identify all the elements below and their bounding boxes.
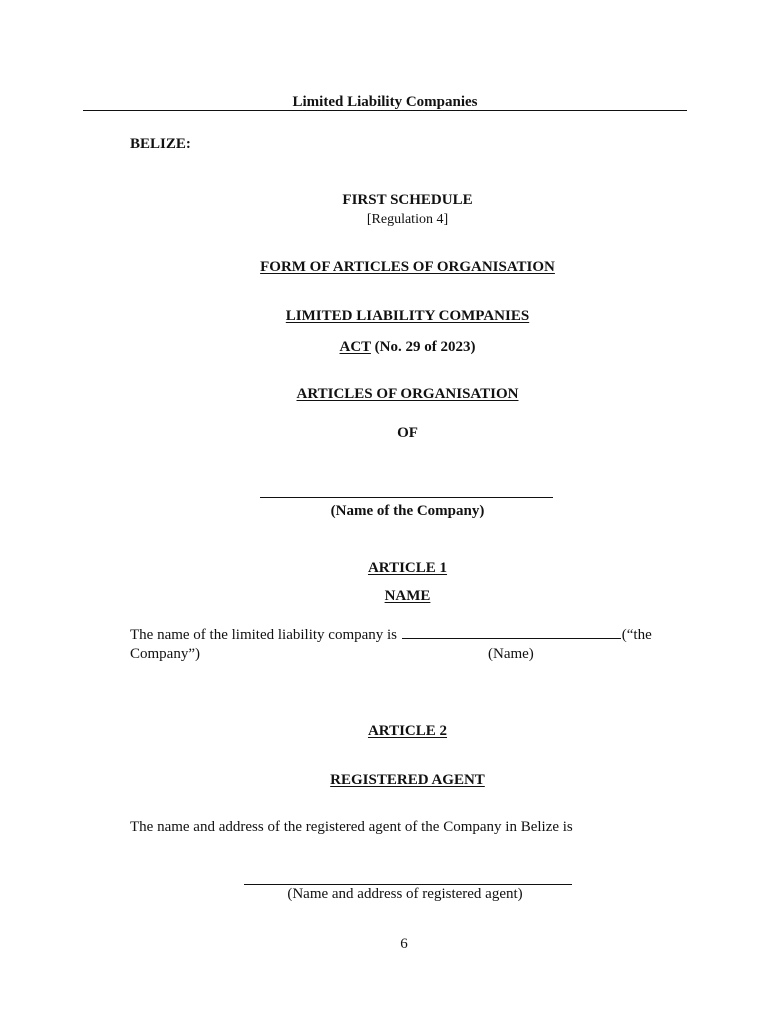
schedule-title: FIRST SCHEDULE	[342, 192, 473, 208]
running-header: Limited Liability Companies	[292, 94, 478, 110]
act-name-number: (No. 29 of 2023)	[370, 339, 476, 355]
header-rule	[83, 110, 687, 111]
name-blank-caption: (Name)	[488, 646, 534, 662]
company-name-caption: (Name of the Company)	[330, 503, 485, 519]
article2-clause: The name and address of the registered agent of the Company in Belize is	[130, 819, 573, 835]
article2-heading: ARTICLE 2	[367, 723, 448, 739]
agent-blank-line	[244, 884, 572, 885]
agent-blank-caption: (Name and address of registered agent)	[287, 886, 523, 902]
act-name-line1: LIMITED LIABILITY COMPANIES	[285, 308, 530, 324]
article1-heading: ARTICLE 1	[367, 560, 448, 576]
regulation-reference: [Regulation 4]	[366, 212, 449, 227]
company-name-blank-line	[260, 497, 553, 498]
article1-clause-text: The name of the limited liability company is	[130, 627, 401, 643]
article1-clause-line1	[130, 625, 652, 644]
article2-subheading: REGISTERED AGENT	[330, 772, 485, 788]
article1-clause-line2: Company”)	[130, 646, 200, 662]
company-name-blank	[402, 625, 621, 639]
articles-title: ARTICLES OF ORGANISATION	[296, 386, 519, 402]
article1-subheading: NAME	[384, 588, 431, 604]
article1-clause-quote: (“the	[621, 627, 652, 643]
of-word: OF	[397, 425, 418, 441]
page-number: 6	[400, 936, 408, 952]
act-name-act: ACT	[339, 339, 371, 355]
jurisdiction-label: BELIZE:	[130, 136, 191, 152]
act-name-line2	[0, 339, 770, 356]
form-title: FORM OF ARTICLES OF ORGANISATION	[260, 259, 555, 275]
